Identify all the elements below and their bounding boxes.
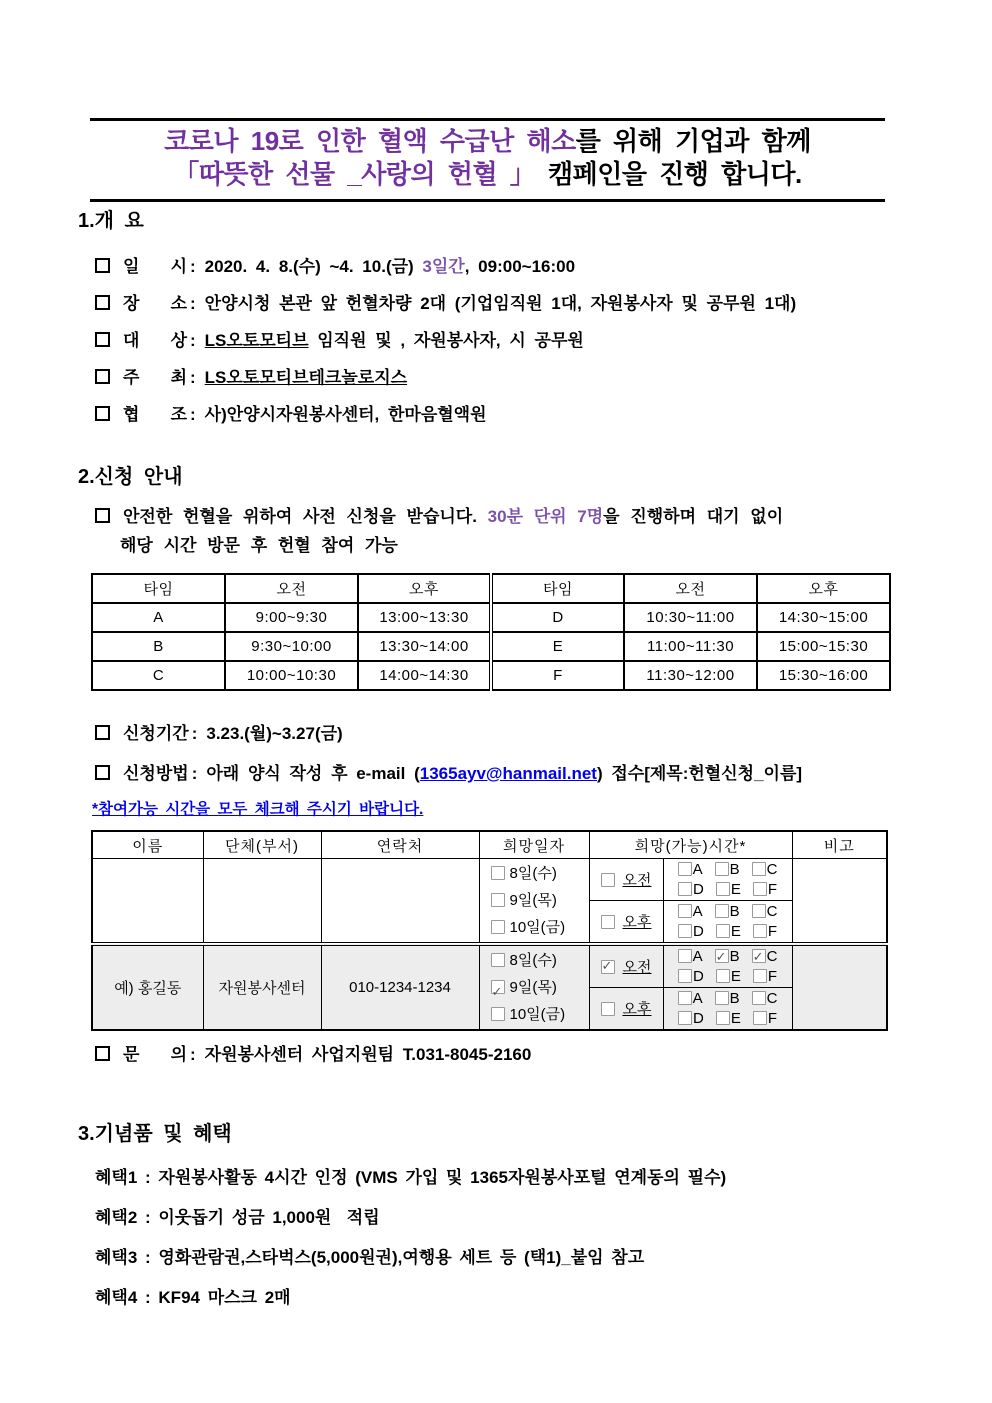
checkbox-slot-E[interactable]: [716, 969, 730, 983]
colon: :: [190, 405, 196, 424]
phone-cell[interactable]: [321, 859, 479, 945]
checkbox-slot-D[interactable]: [678, 924, 692, 938]
date-option: 9일(목): [491, 887, 589, 914]
slot-line: [664, 989, 792, 1009]
pm-slots-cell: [663, 988, 792, 1031]
slot-option-D: D: [678, 881, 704, 898]
slot-pm: 13:30~14:00: [358, 632, 491, 661]
time-table-row: [92, 603, 890, 632]
company-name: LS오토모티브: [204, 331, 309, 350]
benefits-list: [0, 1158, 992, 1318]
col-am: 오전: [225, 574, 358, 603]
col-time-label: 타임: [92, 574, 225, 603]
checkbox-date-10[interactable]: [491, 920, 505, 934]
checkbox-date-9[interactable]: [491, 980, 505, 994]
colon: :: [191, 764, 198, 783]
checkbox-slot-F[interactable]: [753, 882, 767, 896]
date-option: 10일(금): [491, 1001, 589, 1028]
item-label: 문 의: [123, 1045, 187, 1064]
slot-option-E: E: [716, 968, 741, 985]
checkbox-slot-A[interactable]: [678, 991, 692, 1005]
slot-id: F: [491, 661, 624, 690]
checkbox-slot-C[interactable]: [752, 991, 766, 1005]
slot-pm: 14:00~14:30: [358, 661, 491, 690]
item-label: 장 소: [123, 294, 187, 313]
checkbox-slot-D[interactable]: [678, 1011, 692, 1025]
slot-option-F: F: [753, 968, 777, 985]
note-cell[interactable]: [792, 859, 887, 945]
overview-item-place: [95, 285, 992, 322]
slot-line: [664, 922, 792, 942]
slot-option-E: E: [716, 881, 741, 898]
overview-list: [95, 248, 992, 433]
checkbox-slot-C[interactable]: [752, 949, 766, 963]
col-note: 비고: [792, 831, 887, 859]
benefit-item-4: 혜택4 : KF94 마스크 2매: [95, 1288, 291, 1307]
overview-item-support: [95, 396, 992, 433]
slot-option-C: ✓ C: [752, 948, 778, 965]
slot-option-C: C: [752, 990, 778, 1007]
apply-notice: [95, 502, 992, 560]
col-am-2: 오전: [624, 574, 757, 603]
item-label: 주 최: [123, 368, 187, 387]
am-slots-cell: [663, 859, 792, 901]
slot-am: 9:30~10:00: [225, 632, 358, 661]
time-table-row: [92, 661, 890, 690]
item-value: LS오토모티브 임직원 및 , 자원봉사자, 시 공무원: [204, 331, 584, 350]
section-apply-heading: 2.신청 안내: [78, 466, 183, 488]
item-label: 대 상: [123, 331, 187, 350]
slot-am: 9:00~9:30: [225, 603, 358, 632]
name-cell[interactable]: [92, 859, 203, 945]
pm-cell: 오후: [589, 988, 663, 1031]
col-date: 희망일자: [479, 831, 589, 859]
slot-option-B: B: [715, 861, 740, 878]
overview-item-host: [95, 359, 992, 396]
checkbox-slot-D[interactable]: [678, 882, 692, 896]
slot-id: B: [92, 632, 225, 661]
item-label: 일 시: [123, 257, 187, 276]
date-option: ✓9일(목): [491, 974, 589, 1001]
apply-method: 신청방법 : 아래 양식 작성 후 e-mail (1365ayv@hanmail.net) 접수[제목:헌혈신청_이름]: [95, 754, 992, 794]
name-cell: 예) 홍길동: [92, 944, 203, 1030]
slot-id: E: [491, 632, 624, 661]
am-cell: 오전: [589, 859, 663, 901]
col-phone: 연락처: [321, 831, 479, 859]
colon: :: [190, 368, 196, 387]
square-bullet-icon: [95, 1046, 110, 1061]
checkbox-slot-E[interactable]: [716, 882, 730, 896]
email-link[interactable]: 1365ayv@hanmail.net: [419, 764, 597, 783]
section-overview-heading: 1.개 요: [78, 210, 144, 232]
item-value: 안양시청 본관 앞 헌혈차량 2대 (기업임직원 1대, 자원봉사자 및 공무원 1대): [204, 294, 797, 313]
host-company-name: LS오토모티브테크놀로지스: [204, 368, 408, 387]
slot-am: 10:30~11:00: [624, 603, 757, 632]
item-label: 협 조: [123, 405, 187, 424]
item-value: 사)안양시자원봉사센터, 한마음혈액원: [204, 405, 487, 424]
apply-period: 신청기간 : 3.23.(월)~3.27(금): [95, 714, 992, 754]
date-option: 10일(금): [491, 914, 589, 941]
org-cell: 자원봉사센터: [203, 944, 321, 1030]
item-value: 2020. 4. 8.(수) ~4. 10.(금) 3일간, 09:00~16:00: [204, 257, 576, 276]
slot-id: A: [92, 603, 225, 632]
square-bullet-icon: [95, 725, 110, 740]
slot-option-D: D: [678, 1010, 704, 1027]
slot-option-A: A: [678, 990, 703, 1007]
time-slot-table: [91, 573, 891, 691]
slot-am: 10:00~10:30: [225, 661, 358, 690]
slot-option-B: B: [715, 903, 740, 920]
square-bullet-icon: [95, 765, 110, 780]
benefit-item-3: 혜택3 : 영화관람권,스타벅스(5,000원권),여행용 세트 등 (택1)_붙임 참고: [95, 1248, 645, 1267]
apply-notice-line-1: 안전한 헌혈을 위하여 사전 신청을 받습니다. 30분 단위 7명을 진행하며 대기 없이: [95, 502, 992, 531]
slot-line: [664, 880, 792, 900]
slot-line: [664, 902, 792, 922]
colon: :: [191, 724, 198, 743]
slot-option-A: A: [678, 861, 703, 878]
pm-cell: 오후: [589, 901, 663, 945]
slot-option-F: F: [753, 1010, 777, 1027]
checkbox-slot-F[interactable]: [753, 1011, 767, 1025]
checkbox-slot-B[interactable]: [715, 904, 729, 918]
slot-pm: 15:30~16:00: [757, 661, 890, 690]
contact-value: 자원봉사센터 사업지원팀 T.031-8045-2160: [204, 1045, 532, 1064]
title-line-1: [90, 125, 885, 158]
phone-cell: 010-1234-1234: [321, 944, 479, 1030]
slot-option-E: E: [716, 923, 741, 940]
checkbox-date-8[interactable]: [491, 866, 505, 880]
col-time: 희망(가능)시간*: [589, 831, 792, 859]
overview-item-target: [95, 322, 992, 359]
slot-option-B: ✓ B: [715, 948, 740, 965]
colon: :: [190, 331, 196, 350]
slot-line: [664, 967, 792, 987]
checkbox-pm[interactable]: [601, 1002, 615, 1016]
application-form-table: [91, 830, 888, 1031]
slot-pm: 15:00~15:30: [757, 632, 890, 661]
slot-option-D: D: [678, 923, 704, 940]
checkbox-slot-D[interactable]: [678, 969, 692, 983]
checkbox-am[interactable]: [601, 873, 615, 887]
slot-option-D: D: [678, 968, 704, 985]
title-rest-2: 캠페인을 진행 합니다.: [535, 159, 802, 189]
checkbox-slot-C[interactable]: [752, 862, 766, 876]
checkbox-pm[interactable]: [601, 915, 615, 929]
colon: :: [190, 257, 196, 276]
title-highlight-1: 코로나 19로 인한 혈액 수급난 해소: [164, 126, 576, 156]
form-row-example: [92, 944, 887, 988]
checkbox-date-8[interactable]: [491, 953, 505, 967]
title-rest-1: 를 위해 기업과 함께: [575, 126, 811, 156]
checkbox-date-10[interactable]: [491, 1007, 505, 1021]
slot-line: [664, 947, 792, 967]
date-options-cell: [479, 944, 589, 1030]
slot-option-C: C: [752, 861, 778, 878]
col-name: 이름: [92, 831, 203, 859]
date-option: 8일(수): [491, 860, 589, 887]
slot-option-F: F: [753, 923, 777, 940]
checkbox-slot-C[interactable]: [752, 904, 766, 918]
col-pm-2: 오후: [757, 574, 890, 603]
slot-option-E: E: [716, 1010, 741, 1027]
slot-line: [664, 1009, 792, 1029]
capacity-highlight: 30분 단위 7명: [487, 507, 604, 526]
form-row-blank: [92, 859, 887, 901]
colon: :: [190, 294, 196, 313]
square-bullet-icon: [95, 332, 110, 347]
title-highlight-2: 「따뜻한 선물 _사랑의 헌혈 」: [173, 159, 536, 189]
form-header-row: [92, 831, 887, 859]
checkbox-slot-B[interactable]: [715, 991, 729, 1005]
checkbox-slot-F[interactable]: [753, 969, 767, 983]
am-cell: ✓오전: [589, 944, 663, 988]
note-cell: [792, 944, 887, 1030]
checkbox-am[interactable]: [601, 960, 615, 974]
pm-slots-cell: [663, 901, 792, 945]
duration-highlight: 3일간: [422, 257, 465, 276]
slot-option-F: F: [753, 881, 777, 898]
slot-pm: 13:00~13:30: [358, 603, 491, 632]
checkbox-slot-B[interactable]: [715, 862, 729, 876]
col-pm: 오후: [358, 574, 491, 603]
square-bullet-icon: [95, 508, 110, 523]
square-bullet-icon: [95, 406, 110, 421]
title-line-2: [90, 158, 885, 191]
slot-line: [664, 860, 792, 880]
slot-option-A: A: [678, 903, 703, 920]
check-all-note: *참여가능 시간을 모두 체크해 주시기 바랍니다.: [92, 801, 424, 818]
checkbox-slot-E[interactable]: [716, 1011, 730, 1025]
contact-line: [95, 1040, 992, 1065]
checkbox-slot-F[interactable]: [753, 924, 767, 938]
time-table-header-row: [92, 574, 890, 603]
slot-id: C: [92, 661, 225, 690]
checkbox-slot-B[interactable]: [715, 949, 729, 963]
campaign-title-box: [90, 118, 885, 202]
time-table-row: [92, 632, 890, 661]
slot-option-A: A: [678, 948, 703, 965]
square-bullet-icon: [95, 369, 110, 384]
overview-item-date: [95, 248, 992, 285]
slot-pm: 14:30~15:00: [757, 603, 890, 632]
slot-option-C: C: [752, 903, 778, 920]
checkbox-date-9[interactable]: [491, 893, 505, 907]
checkbox-slot-A[interactable]: [678, 862, 692, 876]
slot-am: 11:00~11:30: [624, 632, 757, 661]
col-org: 단체(부서): [203, 831, 321, 859]
org-cell[interactable]: [203, 859, 321, 945]
square-bullet-icon: [95, 295, 110, 310]
checkbox-slot-E[interactable]: [716, 924, 730, 938]
col-time-label-2: 타임: [491, 574, 624, 603]
slot-option-B: B: [715, 990, 740, 1007]
benefit-item-1: 혜택1 : 자원봉사활동 4시간 인정 (VMS 가입 및 1365자원봉사포털 연계동의 필수): [95, 1168, 727, 1187]
benefit-item-2: 혜택2 : 이웃돕기 성금 1,000원 적립: [95, 1208, 380, 1227]
checkbox-slot-A[interactable]: [678, 904, 692, 918]
am-slots-cell: [663, 944, 792, 988]
colon: :: [190, 1045, 196, 1064]
date-options-cell: [479, 859, 589, 945]
slot-am: 11:30~12:00: [624, 661, 757, 690]
date-option: 8일(수): [491, 947, 589, 974]
section-benefits-heading: 3.기념품 및 혜택: [78, 1123, 232, 1145]
apply-notice-line-2: 해당 시간 방문 후 헌혈 참여 가능: [120, 536, 398, 555]
square-bullet-icon: [95, 258, 110, 273]
checkbox-slot-A[interactable]: [678, 949, 692, 963]
slot-id: D: [491, 603, 624, 632]
